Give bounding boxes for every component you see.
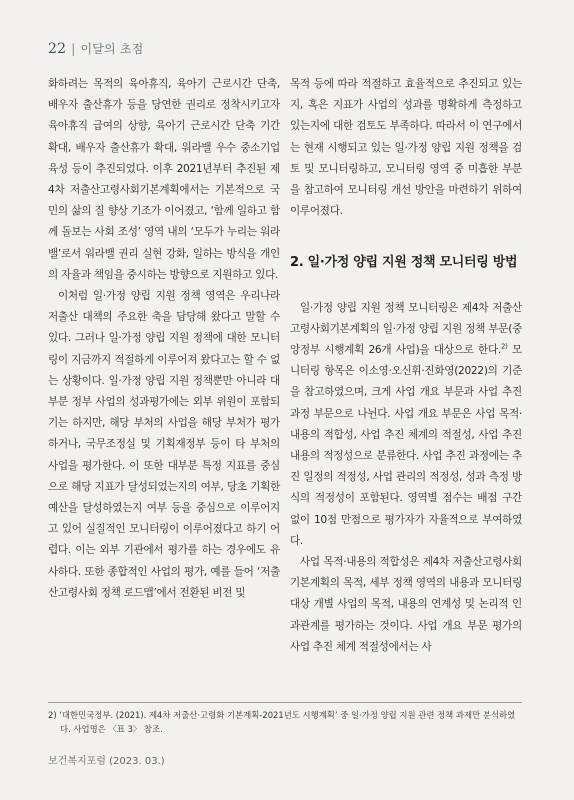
footnote xyxy=(48,708,522,736)
right-paragraph-1: 목적 등에 따라 적절하고 효율적으로 추진되고 있는지, 혹은 지표가 사업의 성과를 명확하게 측정하고 있는지에 대한 검토도 부족하다. 따라서 이 연구에서는 현재 시행되고 있는 일·가정 양립 지원 정책을 검토 및 모니터링하고, 모니터링 영역 중 미흡한 부분을 참고하여 모니터링 개선 방안을 마련하기 위하여 이루어졌다. xyxy=(290,78,522,218)
section-name: 이달의 초점 xyxy=(80,42,144,56)
left-paragraph-1: 화하려는 목적의 육아휴직, 육아기 근로시간 단축, 배우자 출산휴가 등을 당연한 권리로 정착시키고자 육아휴직 급여의 상향, 육아기 근로시간 단축 기간 확대, 배우자 출산휴가 확대, 워라밸 우수 중소기업 육성 등이 추진되었다. 이후 2021년부터 추진된 제4차 저출산고령사회기본계획에서는 기본적으로 국민의 삶의 질 향상 기조가 이어졌고, ‘함께 일하고 함께 돌보는 사회 조성’ 영역 내의 ‘모두가 누리는 워라밸’로서 워라밸 권리 실현 강화, 일하는 방식을 개인의 자율과 책임을 중시하는 방향으로 지원하고 있다. xyxy=(48,78,280,281)
footnote-text: 2) ‘대한민국정부. (2021). 제4차 저출산·고령화 기본계획-2021년도 시행계획’ 중 일·가정 양립 지원 관련 정책 과제만 분석하였다. 사업명은 〈표 3〉 참조. xyxy=(48,710,516,734)
left-paragraph-2: 이처럼 일·가정 양립 지원 정책 영역은 우리나라 저출산 대책의 주요한 축을 담당해 왔다고 말할 수 있다. 그러나 일·가정 양립 지원 정책에 대한 모니터링이 지금까지 적절하게 이루어져 왔다고는 할 수 없는 상황이다. 일·가정 양립 지원 정책뿐만 아니라 대부분 정부 사업의 성과평가에는 외부 위원이 포함되기는 하지만, 해당 부처의 사업을 해당 부처가 평가하거나, 국무조정실 및 기획재정부 등이 타 부처의 사업을 평가한다. 이 또한 대부분 특정 지표를 중심으로 해당 지표가 달성되었는지의 여부, 당초 기획한 예산을 달성하였는지 여부 등을 중심으로 이루어지고 있어 실질적인 모니터링이 이루어졌다고 하기 어렵다. 이는 외부 기관에서 평가를 하는 경우에도 유사하다. 또한 종합적인 사업의 평가, 예를 들어 ‘저출산고령사회 정책 로드맵’에서 전환된 비전 및 xyxy=(48,290,280,599)
right-column xyxy=(290,74,522,658)
right-paragraph-2 xyxy=(290,298,522,552)
left-column xyxy=(48,74,280,604)
header-separator: | xyxy=(71,42,76,56)
page-footer: 보건복지포럼 (2023. 03.) xyxy=(48,756,165,767)
footnote-reference[interactable]: 2) xyxy=(500,342,508,351)
running-header xyxy=(48,40,143,57)
paragraph-text-before-footnote: 일·가정 양립 지원 정책 모니터링은 제4차 저출산고령사회기본계획의 일·가정 양립 지원 정책 부문(중앙정부 시행계획 26개 사업)을 대상으로 한다. xyxy=(290,301,522,357)
page-number: 22 xyxy=(48,41,67,57)
paragraph-text-after-footnote: 모니터링 항목은 이소영·오신휘·진화영(2022)의 기준을 참고하였으며, 크게 사업 개요 부문과 사업 추진 과정 부문으로 나뉜다. 사업 개요 부문은 사업 목적·내용의 적합성, 사업 추진 체계의 적절성, 사업 추진 내용의 적정성으로 분류한다. 사업 추진 과정에는 추진 일정의 적정성, 사업 관리의 적정성, 성과 측정 방식의 적정성이 포함된다. 영역별 점수는 배점 구간 없이 10점 만점으로 평가자가 자율적으로 부여하였다. xyxy=(290,344,522,547)
right-paragraph-3: 사업 목적·내용의 적합성은 제4차 저출산고령사회기본계획의 목적, 세부 정책 영역의 내용과 모니터링 대상 개별 사업의 목적, 내용의 연계성 및 논리적 인과관계를 평가하는 것이다. 사업 개요 부문 평가의 사업 추진 체계 적절성에서는 사 xyxy=(290,556,522,653)
section-title: 2. 일·가정 양립 지원 정책 모니터링 방법 xyxy=(290,255,518,271)
footnote-divider xyxy=(48,702,522,703)
